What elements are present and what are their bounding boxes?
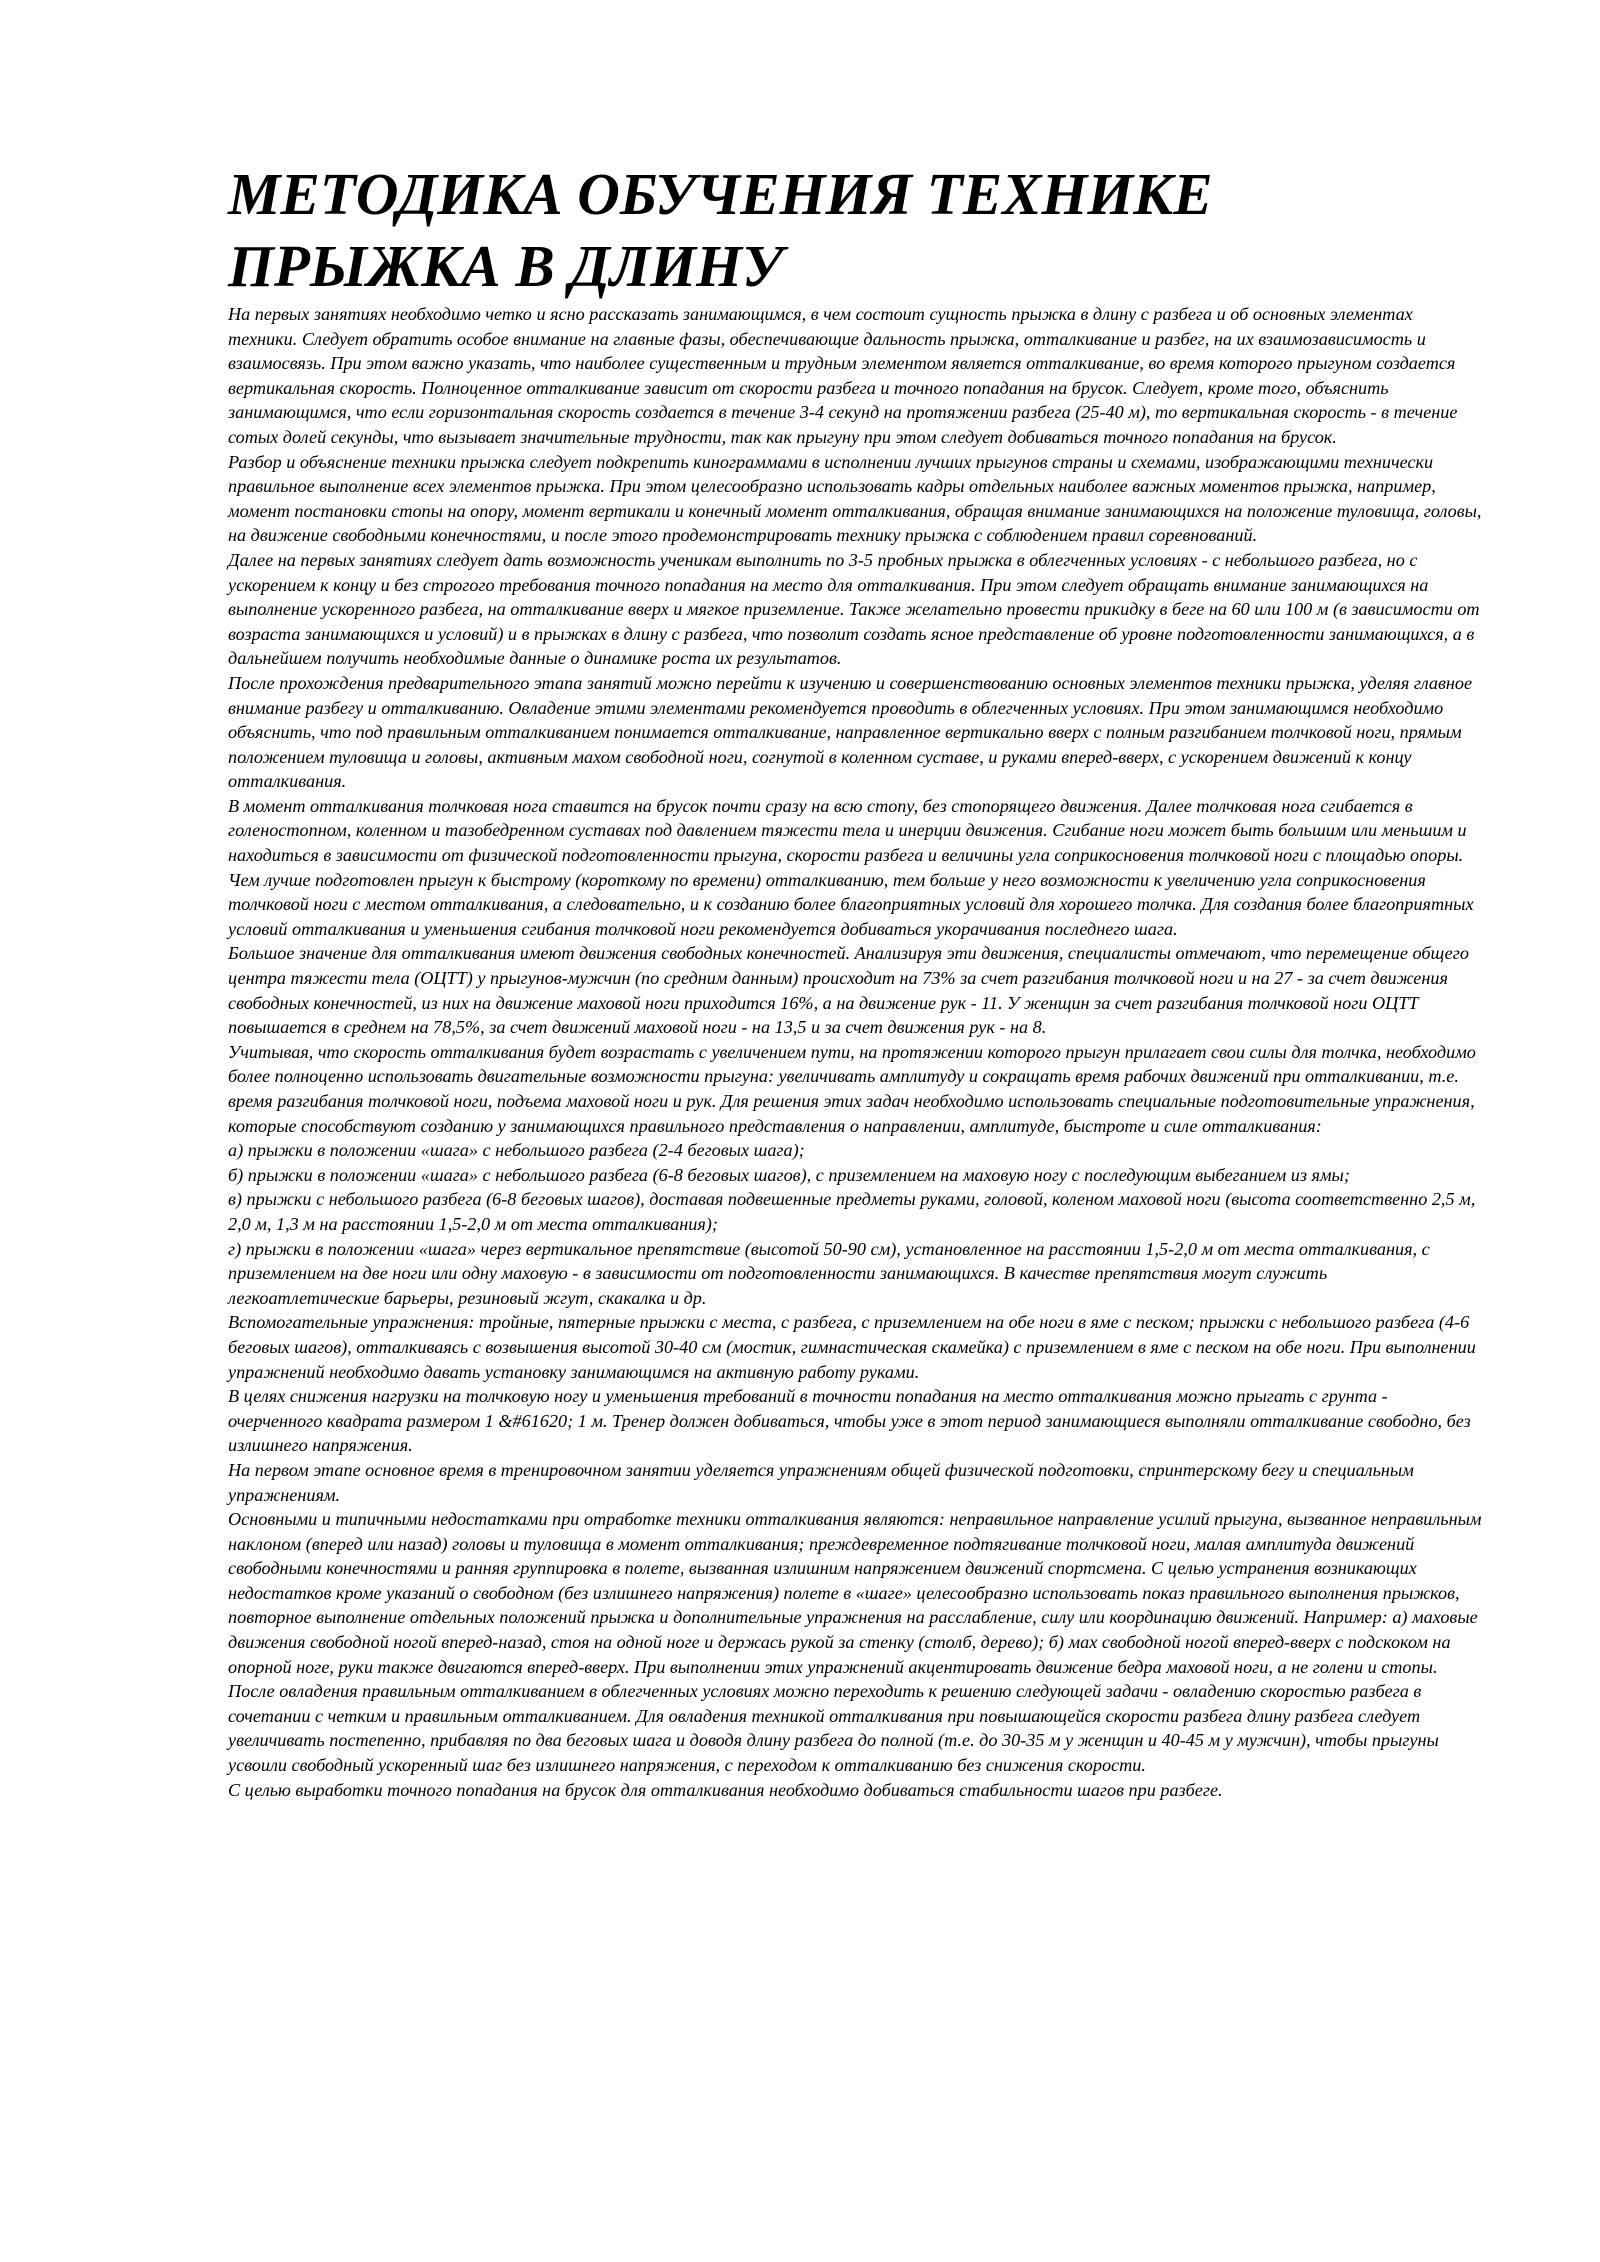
paragraph: Основными и типичными недостатками при отработке техники отталкивания являются: неправильное направление усилий прыгуна, вызванное неправильным наклоном (вперед или назад) головы и туловища в момент отталкивания; преждевременное подтягивание толчковой ноги, малая амплитуда движений свободными конечностями и ранняя группировка в полете, вызванная излишним напряжением движений спортсмена. С целью устранения возникающих недостатков кроме указаний о свободном (без излишнего напряжения) полете в «шаге» целесообразно использовать показ правильного выполнения прыжков, повторное выполнение отдельных положений прыжка и дополнительные упражнения на расслабление, силу или координацию движений. Например: а) маховые движения свободной ногой вперед-назад, стоя на одной ноге и держась рукой за стенку (столб, дерево); б) мах свободной ногой вперед-вверх с подскоком на опорной ноге, руки также двигаются вперед-вверх. При выполнении этих упражнений акцентировать движение бедра маховой ноги, а не голени и стопы. xyxy=(228,1509,1482,1677)
paragraph: С целью выработки точного попадания на брусок для отталкивания необходимо добиваться стабильности шагов при разбеге. xyxy=(228,1779,1223,1800)
paragraph: Вспомогательные упражнения: тройные, пятерные прыжки с места, с разбега, с приземлением на обе ноги в яме с песком; прыжки с небольшого разбега (4-6 беговых шагов), отталкиваясь с возвышения высотой 30-40 см (мостик, гимнастическая скамейка) с приземлением в яме с песком на обе ноги. При выполнении упражнений необходимо давать установку занимающимся на активную работу руками. xyxy=(228,1312,1476,1382)
document-title-line-1: МЕТОДИКА ОБУЧЕНИЯ ТЕХНИКЕ xyxy=(228,161,1213,227)
paragraph: Далее на первых занятиях следует дать возможность ученикам выполнить по 3-5 пробных прыжка в облегченных условиях - с небольшого разбега, но с ускорением к концу и без строгого требования точного попадания на место для отталкивания. При этом следует обращать внимание занимающихся на выполнение ускоренного разбега, на отталкивание вверх и мягкое приземление. Также желательно провести прикидку в беге на 60 или 100 м (в зависимости от возраста занимающихся и условий) и в прыжках в длину с разбега, что позволит создать ясное представление об уровне подготовленности занимающихся, а в дальнейшем получить необходимые данные о динамике роста их результатов. xyxy=(228,549,1480,669)
paragraph: После прохождения предварительного этапа занятий можно перейти к изучению и совершенствованию основных элементов техники прыжка, уделяя главное внимание разбегу и отталкиванию. Овладение этими элементами рекомендуется проводить в облегченных условиях. При этом занимающимся необходимо объяснить, что под правильным отталкиванием понимается отталкивание, направленное вертикально вверх с полным разгибанием толчковой ноги, прямым положением туловища и головы, активным махом свободной ноги, согнутой в коленном суставе, и руками вперед-вверх, с ускорением движений к концу отталкивания. xyxy=(228,672,1473,792)
paragraph: Разбор и объяснение техники прыжка следует подкрепить кинограммами в исполнении лучших прыгунов страны и схемами, изображающими технически правильное выполнение всех элементов прыжка. При этом целесообразно использовать кадры отдельных наиболее важных моментов прыжка, например, момент постановки стопы на опору, момент вертикали и конечный момент отталкивания, обращая внимание занимающихся на положение туловища, головы, на движение свободными конечностями, и после этого продемонстрировать технику прыжка с соблюдением правил соревнований. xyxy=(228,451,1482,546)
list-item: а) прыжки в положении «шага» с небольшого разбега (2-4 беговых шага); xyxy=(228,1140,805,1161)
paragraph: На первых занятиях необходимо четко и ясно рассказать занимающимся, в чем состоит сущность прыжка в длину с разбега и об основных элементах техники. Следует обратить особое внимание на главные фазы, обеспечивающие дальность прыжка, отталкивание и разбег, на их взаимозависимость и взаимосвязь. При этом важно указать, что наиболее существенным и трудным элементом является отталкивание, во время которого прыгуном создается вертикальная скорость. Полноценное отталкивание зависит от скорости разбега и точного попадания на брусок. Следует, кроме того, объяснить занимающимся, что если горизонтальная скорость создается в течение 3-4 секунд на протяжении разбега (25-40 м), то вертикальная скорость - в течение сотых долей секунды, что вызывает значительные трудности, так как прыгуну при этом следует добиваться точного попадания на брусок. xyxy=(228,304,1458,447)
list-item: в) прыжки с небольшого разбега (6-8 беговых шагов), доставая подвешенные предметы руками, головой, коленом маховой ноги (высота соответственно 2,5 м, 2,0 м, 1,3 м на расстоянии 1,5-2,0 м от места отталкивания); xyxy=(228,1189,1476,1234)
paragraph: Большое значение для отталкивания имеют движения свободных конечностей. Анализируя эти движения, специалисты отмечают, что перемещение общего центра тяжести тела (ОЦТТ) у прыгунов-мужчин (по средним данным) происходит на 73% за счет разгибания толчковой ноги и на 27 - за счет движения свободных конечностей, из них на движение маховой ноги приходится 16%, а на движение рук - 11. У женщин за счет разгибания толчковой ноги ОЦТТ повышается в среднем на 78,5%, за счет движений маховой ноги - на 13,5 и за счет движения рук - на 8. xyxy=(228,943,1469,1038)
document-page xyxy=(228,158,1482,1802)
paragraph: Учитывая, что скорость отталкивания будет возрастать с увеличением пути, на протяжении которого прыгун прилагает свои силы для толчка, необходимо более полноценно использовать двигательные возможности прыгуна: увеличивать амплитуду и сокращать время рабочих движений при отталкивании, т.е. время разгибания толчковой ноги, подъема маховой ноги и рук. Для решения этих задач необходимо использовать специальные подготовительные упражнения, которые способствуют созданию у занимающихся правильного представления о направлении, амплитуде, быстроте и силе отталкивания: xyxy=(228,1041,1476,1136)
paragraph: На первом этапе основное время в тренировочном занятии уделяется упражнениям общей физической подготовки, спринтерскому бегу и специальным упражнениям. xyxy=(228,1459,1414,1505)
paragraph: В момент отталкивания толчковая нога ставится на брусок почти сразу на всю стопу, без стопорящего движения. Далее толчковая нога сгибается в голеностопном, коленном и тазобедренном суставах под давлением тяжести тела и инерции движения. Сгибание ноги может быть большим или меньшим и находиться в зависимости от физической подготовленности прыгуна, скорости разбега и величины угла соприкосновения толчковой ноги с площадью опоры. Чем лучше подготовлен прыгун к быстрому (короткому по времени) отталкиванию, тем больше у него возможности к увеличению угла соприкосновения толчковой ноги с местом отталкивания, а следовательно, и к созданию более благоприятных условий для хорошего толчка. Для создания более благоприятных условий отталкивания и уменьшения сгибания толчковой ноги рекомендуется добиваться укорачивания последнего шага. xyxy=(228,795,1474,939)
paragraph: После овладения правильным отталкиванием в облегченных условиях можно переходить к решению следующей задачи - овладению скоростью разбега в сочетании с четким и правильным отталкиванием. Для овладения техникой отталкивания при повышающейся скорости разбега длину разбега следует увеличивать постепенно, прибавляя по два беговых шага и доводя длину разбега до полной (т.е. до 30-35 м у женщин и 40-45 м у мужчин), чтобы прыгуны усвоили свободный ускоренный шаг без излишнего напряжения, с переходом к отталкиванию без снижения скорости. xyxy=(228,1681,1439,1776)
list-item: г) прыжки в положении «шага» через вертикальное препятствие (высотой 50-90 см), установленное на расстоянии 1,5-2,0 м от места отталкивания, с приземлением на две ноги или одну маховую - в зависимости от подготовленности занимающихся. В качестве препятствия могут служить легкоатлетические барьеры, резиновый жгут, скакалка и др. xyxy=(228,1238,1430,1308)
document-title-line-2: ПРЫЖКА В ДЛИНУ xyxy=(228,233,784,299)
paragraph: В целях снижения нагрузки на толчковую ногу и уменьшения требований в точности попадания на место отталкивания можно прыгать с грунта - очерченного квадрата размером 1 &#61620; 1 м. Тренер должен добиваться, чтобы уже в этот период занимающиеся выполняли отталкивание свободно, без излишнего напряжения. xyxy=(228,1386,1471,1456)
document-body xyxy=(228,302,1482,1802)
list-item: б) прыжки в положении «шага» с небольшого разбега (6-8 беговых шагов), с приземлением на маховую ногу с последующим выбеганием из ямы; xyxy=(228,1164,1350,1185)
document-title xyxy=(228,158,1482,302)
